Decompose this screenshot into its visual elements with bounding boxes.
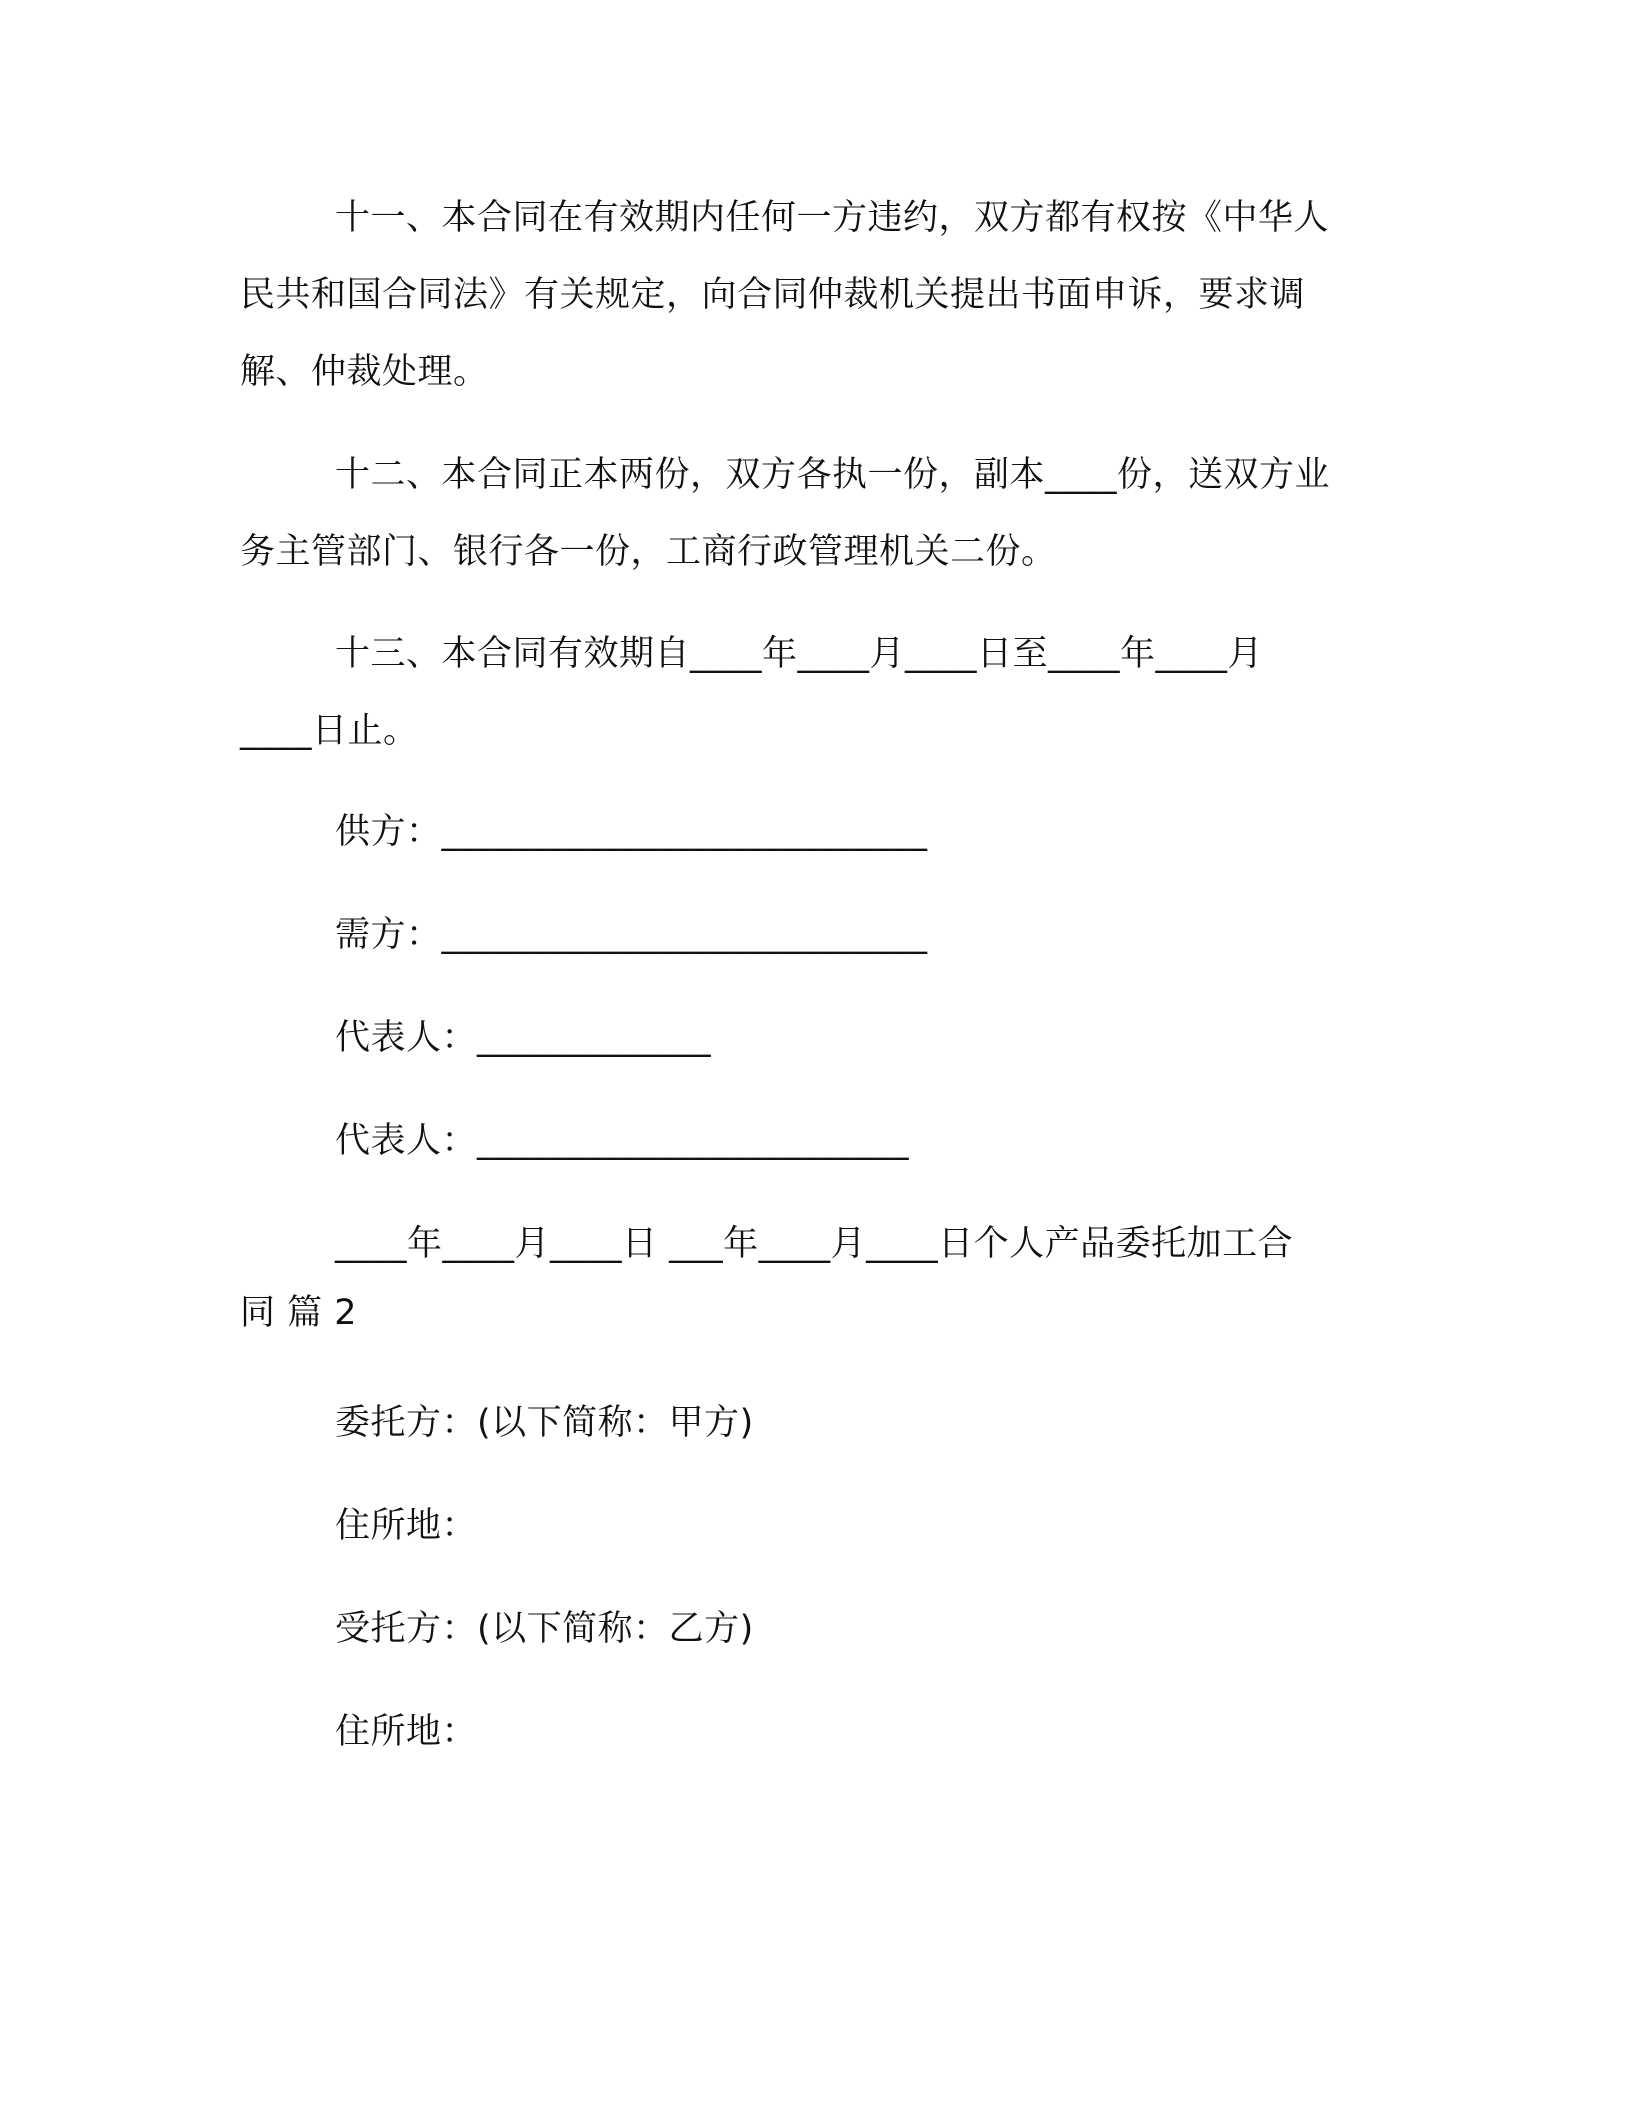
buyer-signature-line: [240, 897, 1390, 974]
supplier-signature-line: [240, 794, 1390, 871]
representative-line-1: [240, 1000, 1390, 1077]
contractor-party-line: [240, 1591, 1390, 1668]
date-title-line-2: 同 篇 2: [240, 1293, 358, 1333]
clause-13: [240, 616, 1390, 770]
supplier-label: 供方：___________________________: [335, 812, 928, 852]
contractor-address-label: 住所地：: [335, 1712, 478, 1752]
client-address-line: [240, 1488, 1390, 1565]
representative-label-1: 代表人：_____________: [335, 1018, 712, 1058]
contractor-label: 受托方：(以下简称：乙方): [335, 1609, 754, 1649]
client-party-line: [240, 1385, 1390, 1462]
buyer-label: 需方：___________________________: [335, 915, 928, 955]
date-and-title: [240, 1206, 1390, 1343]
clause-11-line-3: 解、仲裁处理。: [240, 352, 489, 392]
client-address-label: 住所地：: [335, 1506, 478, 1546]
representative-label-2: 代表人：________________________: [335, 1121, 910, 1161]
clause-11-line-1: 十一、本合同在有效期内任何一方违约，双方都有权按《中华人: [335, 198, 1330, 238]
clause-12: [240, 437, 1390, 591]
clause-12-line-2: 务主管部门、银行各一份，工商行政管理机关二份。: [240, 532, 1057, 572]
contractor-address-line: [240, 1694, 1390, 1771]
representative-line-2: [240, 1103, 1390, 1180]
date-title-line-1: ____年____月____日 ___年____月____日个人产品委托加工合: [335, 1224, 1294, 1264]
clause-12-line-1: 十二、本合同正本两份，双方各执一份，副本____份，送双方业: [335, 455, 1331, 495]
clause-11: [240, 180, 1390, 411]
client-label: 委托方：(以下简称：甲方): [335, 1403, 754, 1443]
clause-13-line-1: 十三、本合同有效期自____年____月____日至____年____月: [335, 634, 1264, 674]
clause-11-line-2: 民共和国合同法》有关规定，向合同仲裁机关提出书面申诉，要求调: [240, 275, 1306, 315]
clause-13-line-2: ____日止。: [240, 711, 419, 751]
